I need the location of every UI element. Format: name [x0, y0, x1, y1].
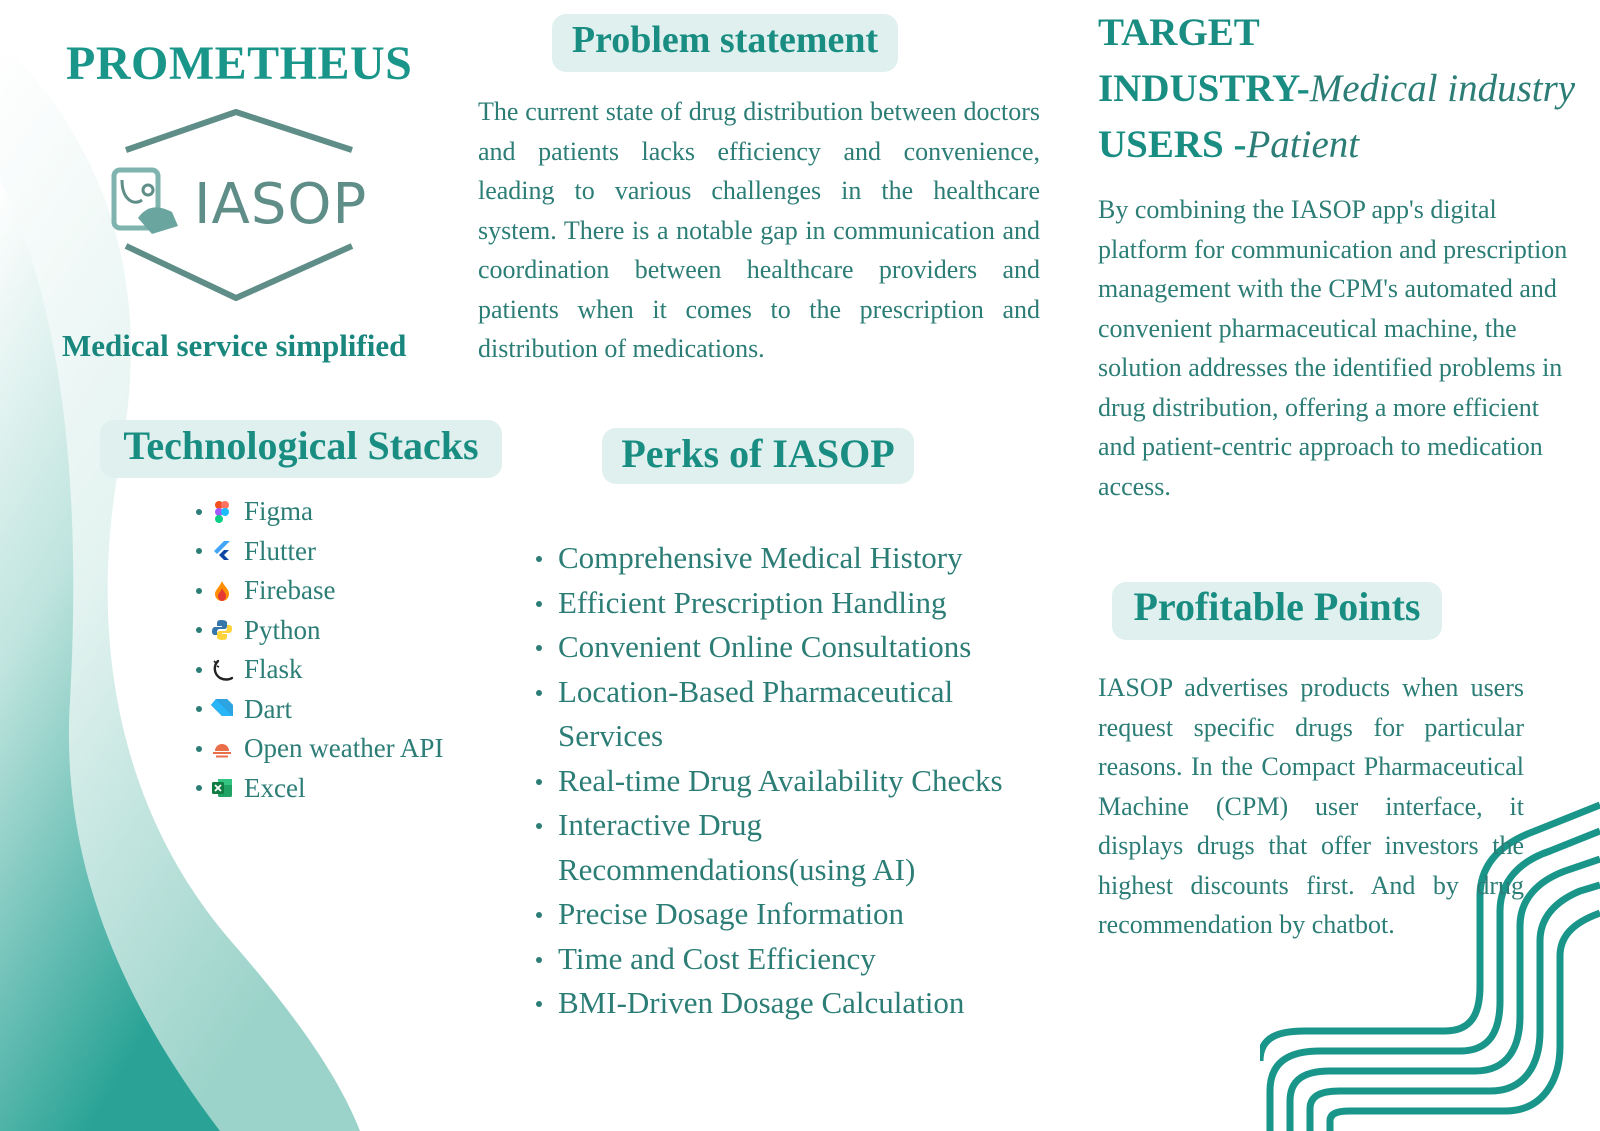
list-item: Interactive Drug Recommendations(using AI) [534, 803, 978, 892]
industry-label: INDUSTRY- [1098, 67, 1310, 110]
list-item: Convenient Online Consultations [534, 625, 1054, 670]
tech-label: Figma [244, 496, 314, 527]
list-item [196, 492, 443, 532]
list-item: Efficient Prescription Handling [534, 581, 1054, 626]
tech-label: Excel [244, 772, 306, 803]
profit-heading: Profitable Points [1112, 582, 1442, 640]
list-item: BMI-Driven Dosage Calculation [534, 981, 1054, 1026]
list-item [196, 729, 443, 769]
problem-text: The current state of drug distribution between doctors and patients lacks efficiency and convenience, leading to various challenges in the healthcare system. There is a notable gap in communication and coordination between healthcare providers and patients when it comes to the prescription and distribution of medications. [478, 97, 1040, 363]
python-icon [210, 618, 234, 642]
list-item [196, 571, 443, 611]
list-item [196, 532, 443, 572]
tech-heading: Technological Stacks [100, 420, 502, 478]
team-name: PROMETHEUS [66, 37, 413, 90]
tech-list [196, 492, 443, 808]
list-item: Location-Based Pharmaceutical Services [534, 670, 1018, 759]
target-industry [1098, 66, 1575, 111]
tech-label: Flutter [244, 535, 316, 566]
tech-label: Open weather API [244, 733, 444, 764]
list-item: Comprehensive Medical History [534, 536, 1054, 581]
industry-value: Medical industry [1309, 67, 1576, 110]
excel-icon [210, 776, 234, 800]
tagline: Medical service simplified [62, 328, 407, 363]
users-value: Patient [1246, 123, 1360, 166]
weather-icon [210, 737, 234, 761]
list-item: Precise Dosage Information [534, 892, 1054, 937]
dart-icon [210, 697, 234, 721]
figma-icon [210, 500, 234, 524]
tech-label: Python [244, 614, 321, 645]
flask-icon [210, 658, 234, 682]
users-label: USERS - [1098, 123, 1247, 166]
target-users [1098, 122, 1359, 167]
tech-label: Firebase [244, 575, 336, 606]
perks-list [534, 536, 1054, 1026]
target-heading: TARGET [1098, 11, 1260, 54]
stethoscope-hand-icon [114, 170, 178, 234]
tech-label: Flask [244, 654, 303, 685]
perks-heading: Perks of IASOP [602, 428, 914, 484]
list-item: Real-time Drug Availability Checks [534, 759, 1054, 804]
logo-text: IASOP [194, 172, 368, 237]
list-item [196, 611, 443, 651]
profit-text: IASOP advertises products when users request specific drugs for particular reasons. In the Compact Pharmaceutical Machine (CPM) user interface, it displays drugs that offer investors the highest discounts first. And by drug recommendation by chatbot. [1098, 673, 1524, 939]
list-item [196, 769, 443, 809]
flutter-icon [210, 539, 234, 563]
problem-heading: Problem statement [552, 14, 898, 72]
list-item [196, 650, 443, 690]
list-item [196, 690, 443, 730]
tech-label: Dart [244, 693, 292, 724]
iasop-logo [108, 108, 368, 308]
list-item: Time and Cost Efficiency [534, 937, 1054, 982]
solution-text: By combining the IASOP app's digital platform for communication and prescription management with the CPM's automated and convenient pharmaceutical machine, the solution addresses the identified problems in drug distribution, offering a more efficient and patient-centric approach to medication access. [1098, 195, 1568, 501]
firebase-icon [210, 579, 234, 603]
